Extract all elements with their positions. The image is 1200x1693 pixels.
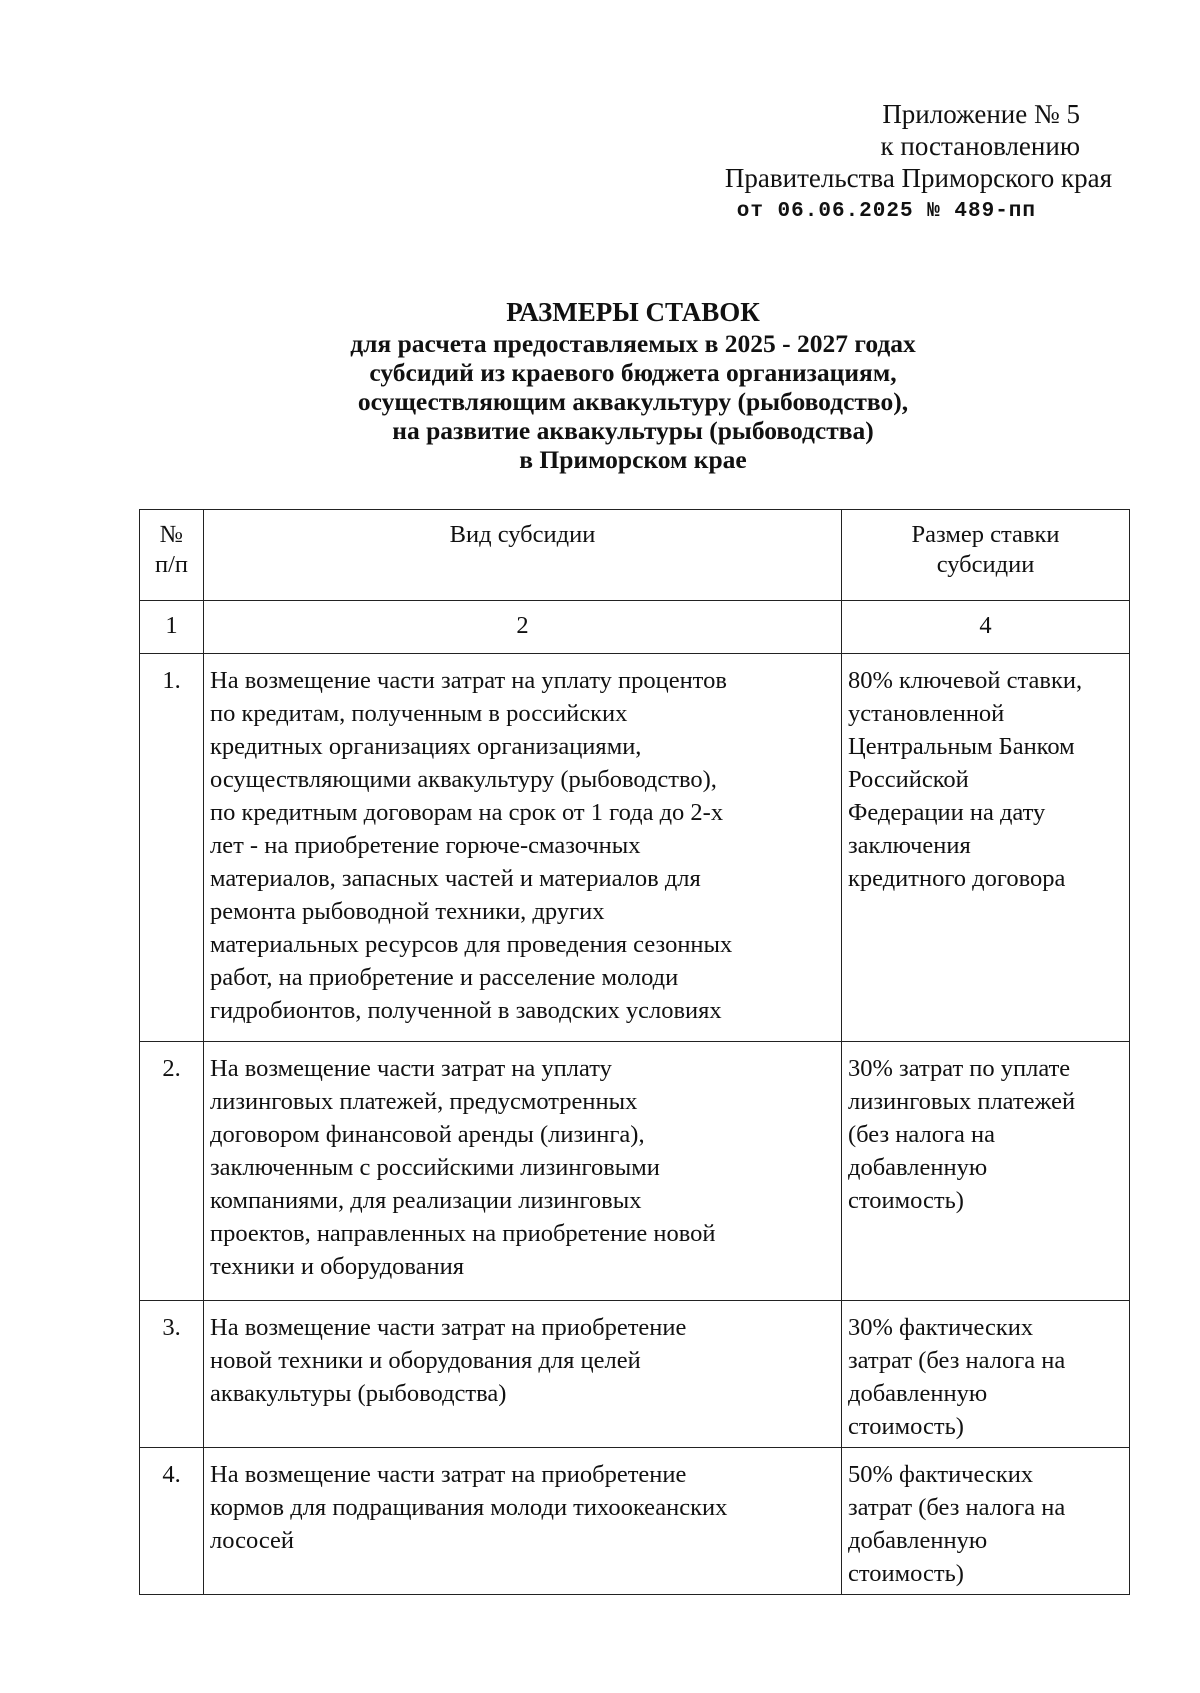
resolution-date-stamp: от 06.06.2025 № 489-пп bbox=[736, 200, 1036, 223]
subsidy-type-cell: На возмещение части затрат на уплату процентов по кредитам, полученным в российских кредитных организациях организациями, осуществляющими аквакультуру (рыбоводство), по кредитным договорам на срок от 1 года до 2-х лет - на приобретение горюче-смазочных материалов, запасных частей и материалов для ремонта рыбоводной техники, других материальных ресурсов для проведения сезонных работ, на приобретение и расселение молоди гидробионтов, полученной в заводских условиях bbox=[204, 654, 842, 1042]
heading-line-1: для расчета предоставляемых в 2025 - 2027 годах bbox=[350, 329, 916, 358]
row-number: 3. bbox=[140, 1301, 204, 1448]
row-number: 1. bbox=[140, 654, 204, 1042]
header-number: № п/п bbox=[140, 510, 204, 601]
subsidy-type-cell: На возмещение части затрат на приобретение новой техники и оборудования для целей аквакультуры (рыбоводства) bbox=[204, 1301, 842, 1448]
table-row bbox=[140, 1448, 1130, 1595]
column-number-3: 4 bbox=[842, 601, 1130, 654]
heading-line-4: на развитие аквакультуры (рыбоводства) bbox=[392, 416, 874, 445]
appendix-number: Приложение № 5 bbox=[882, 99, 1080, 129]
table-row bbox=[140, 1042, 1130, 1301]
rate-cell: 50% фактических затрат (без налога на добавленную стоимость) bbox=[842, 1448, 1130, 1595]
document-title: РАЗМЕРЫ СТАВОК bbox=[506, 297, 760, 327]
table-row bbox=[140, 654, 1130, 1042]
header-rate: Размер ставки субсидии bbox=[842, 510, 1130, 601]
header-subsidy-type: Вид субсидии bbox=[204, 510, 842, 601]
heading-line-5: в Приморском крае bbox=[519, 445, 747, 474]
subsidy-rates-table bbox=[139, 509, 1130, 1595]
row-number: 2. bbox=[140, 1042, 204, 1301]
subsidy-type-cell: На возмещение части затрат на уплату лизинговых платежей, предусмотренных договором финансовой аренды (лизинга), заключенным с российскими лизинговыми компаниями, для реализации лизинговых проектов, направленных на приобретение новой техники и оборудования bbox=[204, 1042, 842, 1301]
column-number-2: 2 bbox=[204, 601, 842, 654]
appendix-block bbox=[725, 98, 1112, 228]
row-number: 4. bbox=[140, 1448, 204, 1595]
rate-cell: 80% ключевой ставки, установленной Центральным Банком Российской Федерации на дату заключения кредитного договора bbox=[842, 654, 1130, 1042]
subsidy-type-cell: На возмещение части затрат на приобретение кормов для подращивания молоди тихоокеанских лососей bbox=[204, 1448, 842, 1595]
heading-line-3: осуществляющим аквакультуру (рыбоводство), bbox=[357, 387, 909, 416]
appendix-reference: к постановлению bbox=[880, 131, 1080, 161]
table-header-row bbox=[140, 510, 1130, 601]
table-row bbox=[140, 1301, 1130, 1448]
column-number-1: 1 bbox=[140, 601, 204, 654]
rate-cell: 30% фактических затрат (без налога на добавленную стоимость) bbox=[842, 1301, 1130, 1448]
heading-line-2: субсидий из краевого бюджета организациям, bbox=[369, 358, 897, 387]
column-numbers-row bbox=[140, 601, 1130, 654]
rate-cell: 30% затрат по уплате лизинговых платежей (без налога на добавленную стоимость) bbox=[842, 1042, 1130, 1301]
appendix-authority: Правительства Приморского края bbox=[724, 163, 1112, 193]
document-heading bbox=[140, 295, 1126, 474]
